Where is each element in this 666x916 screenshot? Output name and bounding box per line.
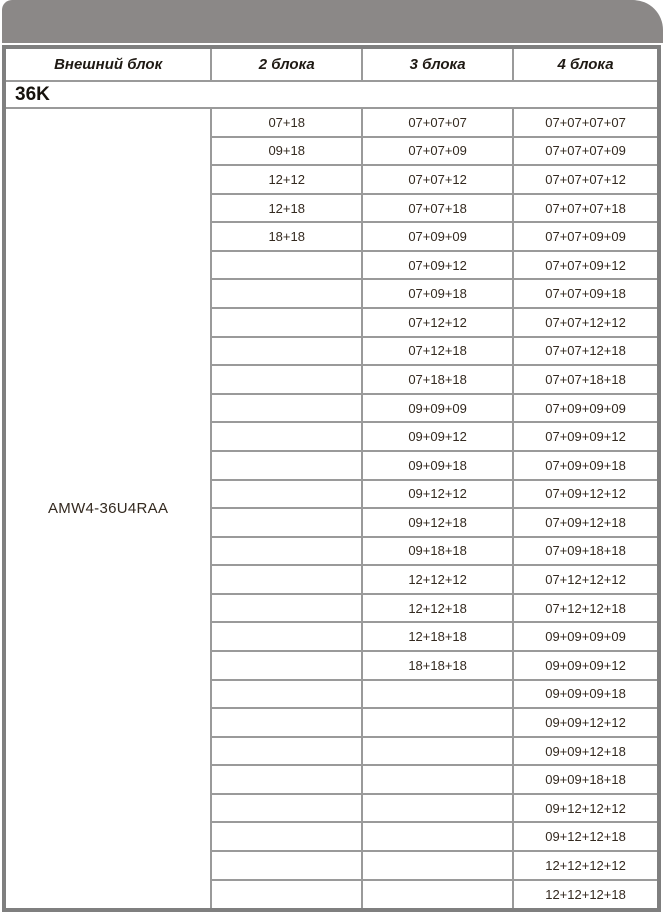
capacity-group-label: 36K — [4, 81, 659, 108]
combination-cell-3-blocks: 07+09+12 — [362, 251, 513, 280]
combination-cell-2-blocks: 12+12 — [211, 165, 362, 194]
header-row — [4, 47, 659, 81]
combination-cell-2-blocks: 18+18 — [211, 222, 362, 251]
combination-cell-2-blocks — [211, 880, 362, 910]
combination-cell-2-blocks — [211, 708, 362, 737]
combination-cell-2-blocks — [211, 680, 362, 709]
combination-cell-2-blocks — [211, 251, 362, 280]
combination-cell-2-blocks — [211, 594, 362, 623]
combination-cell-3-blocks — [362, 851, 513, 880]
combination-cell-3-blocks: 09+18+18 — [362, 537, 513, 566]
combination-cell-2-blocks — [211, 279, 362, 308]
combination-cell-2-blocks — [211, 451, 362, 480]
combination-cell-2-blocks — [211, 422, 362, 451]
combination-cell-4-blocks: 07+09+18+18 — [513, 537, 659, 566]
combination-cell-2-blocks — [211, 480, 362, 509]
table-body — [4, 81, 659, 910]
combination-cell-3-blocks: 07+07+07 — [362, 108, 513, 137]
combination-cell-4-blocks: 07+07+07+09 — [513, 137, 659, 166]
combination-row — [4, 108, 659, 137]
combination-cell-4-blocks: 07+07+09+09 — [513, 222, 659, 251]
combination-cell-4-blocks: 12+12+12+12 — [513, 851, 659, 880]
combination-cell-3-blocks — [362, 680, 513, 709]
combination-cell-4-blocks: 07+07+07+18 — [513, 194, 659, 223]
combination-cell-3-blocks: 09+12+12 — [362, 480, 513, 509]
column-header-2-blocks: 2 блока — [211, 47, 362, 81]
combination-cell-2-blocks: 12+18 — [211, 194, 362, 223]
column-header-4-blocks: 4 блока — [513, 47, 659, 81]
combination-cell-3-blocks: 18+18+18 — [362, 651, 513, 680]
combination-cell-4-blocks: 07+09+09+18 — [513, 451, 659, 480]
combination-cell-2-blocks — [211, 308, 362, 337]
combination-cell-2-blocks — [211, 394, 362, 423]
combination-cell-4-blocks: 07+09+12+18 — [513, 508, 659, 537]
combination-cell-4-blocks: 09+12+12+18 — [513, 822, 659, 851]
combination-cell-4-blocks: 09+09+09+09 — [513, 622, 659, 651]
combination-cell-2-blocks — [211, 508, 362, 537]
combination-cell-4-blocks: 07+07+12+18 — [513, 337, 659, 366]
combination-cell-4-blocks: 07+07+18+18 — [513, 365, 659, 394]
combination-cell-3-blocks — [362, 794, 513, 823]
combination-cell-2-blocks — [211, 822, 362, 851]
combination-cell-4-blocks: 09+12+12+12 — [513, 794, 659, 823]
outdoor-unit-model: AMW4-36U4RAA — [4, 108, 211, 910]
combination-cell-2-blocks — [211, 565, 362, 594]
combinations-table — [2, 45, 661, 912]
combination-cell-3-blocks — [362, 737, 513, 766]
combination-cell-4-blocks: 07+09+09+09 — [513, 394, 659, 423]
combination-cell-4-blocks: 09+09+12+18 — [513, 737, 659, 766]
combination-cell-3-blocks: 09+09+18 — [362, 451, 513, 480]
combination-cell-4-blocks: 12+12+12+18 — [513, 880, 659, 910]
combination-cell-2-blocks — [211, 537, 362, 566]
combination-cell-2-blocks: 07+18 — [211, 108, 362, 137]
combination-cell-3-blocks: 12+12+18 — [362, 594, 513, 623]
combination-cell-3-blocks: 09+09+12 — [362, 422, 513, 451]
combination-cell-4-blocks: 07+09+09+12 — [513, 422, 659, 451]
combination-cell-3-blocks: 09+12+18 — [362, 508, 513, 537]
combination-cell-4-blocks: 07+07+09+12 — [513, 251, 659, 280]
combination-cell-3-blocks — [362, 880, 513, 910]
column-header-outdoor-unit: Внешний блок — [4, 47, 211, 81]
combination-cell-4-blocks: 09+09+18+18 — [513, 765, 659, 794]
combination-cell-4-blocks: 07+07+07+12 — [513, 165, 659, 194]
combination-cell-2-blocks — [211, 337, 362, 366]
combination-cell-2-blocks — [211, 851, 362, 880]
combination-cell-4-blocks: 07+07+09+18 — [513, 279, 659, 308]
column-header-3-blocks: 3 блока — [362, 47, 513, 81]
combination-cell-4-blocks: 09+09+09+12 — [513, 651, 659, 680]
combination-cell-3-blocks: 12+18+18 — [362, 622, 513, 651]
combination-cell-4-blocks: 07+12+12+18 — [513, 594, 659, 623]
combination-cell-3-blocks: 07+18+18 — [362, 365, 513, 394]
combination-cell-4-blocks: 07+07+07+07 — [513, 108, 659, 137]
combination-cell-4-blocks: 07+09+12+12 — [513, 480, 659, 509]
combination-cell-3-blocks: 07+07+18 — [362, 194, 513, 223]
combination-cell-2-blocks — [211, 794, 362, 823]
capacity-group-row — [4, 81, 659, 108]
combination-cell-3-blocks: 07+09+09 — [362, 222, 513, 251]
combination-cell-3-blocks: 07+12+12 — [362, 308, 513, 337]
combination-cell-3-blocks: 12+12+12 — [362, 565, 513, 594]
combination-cell-2-blocks — [211, 622, 362, 651]
combination-cell-2-blocks — [211, 737, 362, 766]
combination-cell-2-blocks — [211, 651, 362, 680]
combination-cell-2-blocks — [211, 765, 362, 794]
combination-cell-4-blocks: 07+07+12+12 — [513, 308, 659, 337]
combination-cell-2-blocks: 09+18 — [211, 137, 362, 166]
combination-cell-3-blocks: 07+12+18 — [362, 337, 513, 366]
combination-cell-3-blocks: 07+07+12 — [362, 165, 513, 194]
combination-cell-3-blocks — [362, 822, 513, 851]
header-bar — [2, 0, 663, 43]
combination-cell-2-blocks — [211, 365, 362, 394]
combination-cell-3-blocks: 09+09+09 — [362, 394, 513, 423]
combination-cell-3-blocks — [362, 765, 513, 794]
combination-cell-3-blocks — [362, 708, 513, 737]
combination-cell-4-blocks: 07+12+12+12 — [513, 565, 659, 594]
combination-cell-3-blocks: 07+07+09 — [362, 137, 513, 166]
combination-cell-4-blocks: 09+09+09+18 — [513, 680, 659, 709]
combination-cell-4-blocks: 09+09+12+12 — [513, 708, 659, 737]
combination-cell-3-blocks: 07+09+18 — [362, 279, 513, 308]
